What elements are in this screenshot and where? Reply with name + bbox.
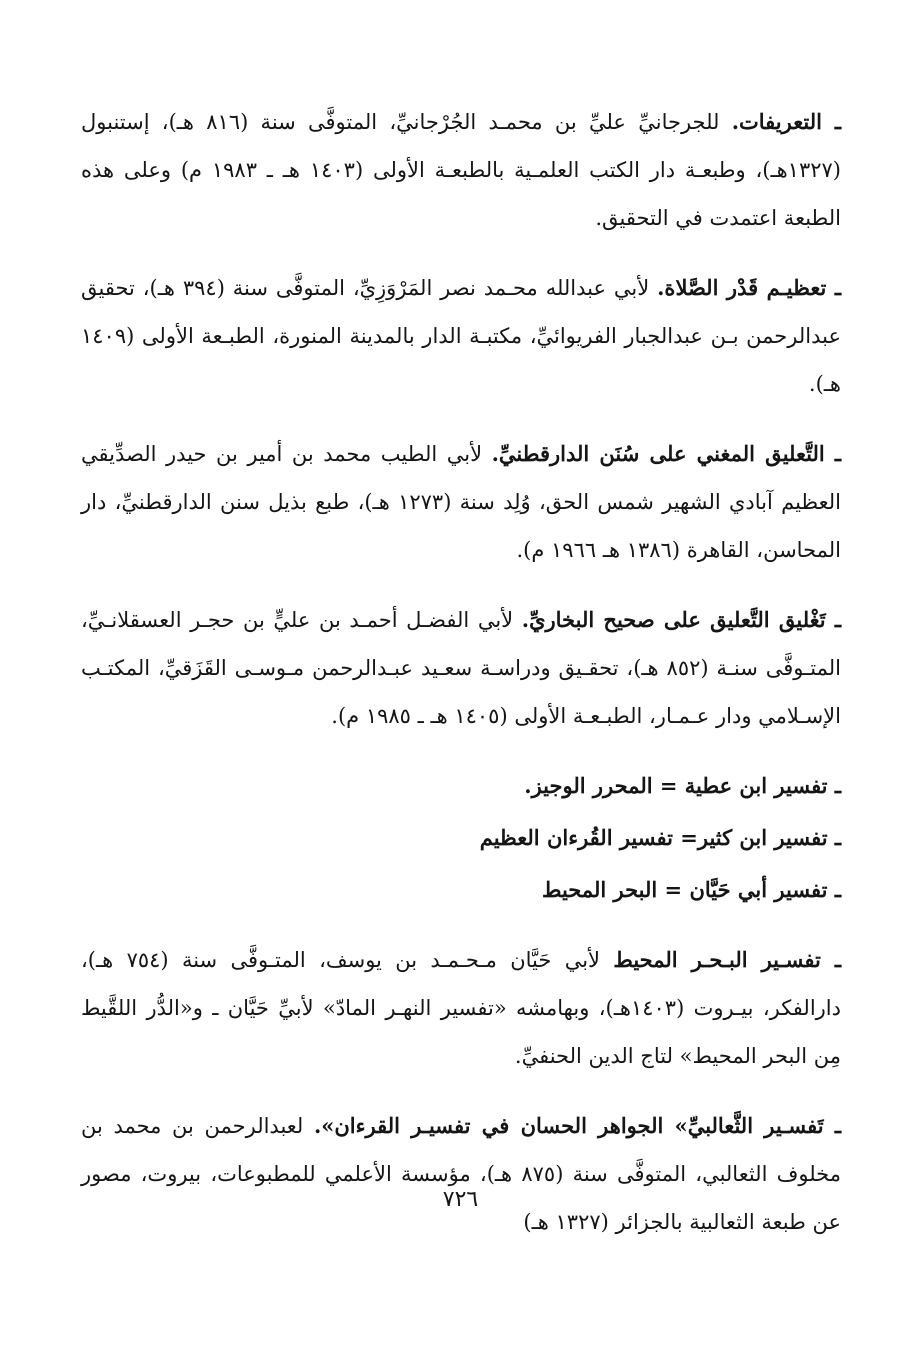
entry-body: لأبي حَيَّان مـحـمـد بن يوسف، المتـوفَّى سنة (٧٥٤ هـ)، دارالفكر، بيـروت (١٤٠٣هـ)، وبهامشه «تفسير النهـر المادّ» لأبيِّ حَيَّان ـ و«الدُّر اللقَّيط مِن البحر المحيط» لتاج الدين الحنفيِّ. bbox=[81, 948, 841, 1068]
entry-title: ـ تَغْليق التَّعليق على صحيح البخاريِّ. bbox=[521, 607, 842, 632]
page-number: ٧٢٦ bbox=[442, 1187, 479, 1212]
entry-title: ـ التَّعليق المغني على سُنَن الدارقطنيِّ. bbox=[491, 441, 842, 466]
bibliography-entry-thaalibi bbox=[81, 1102, 841, 1246]
bibliography-entry-bahr-muhit bbox=[81, 936, 841, 1080]
entry-title: ـ التعريفات. bbox=[731, 109, 841, 134]
entry-body: لأبي الطيب محمد بن أمير بن حيدر الصدِّيقي العظيم آبادي الشهير شمس الحق، وُلِد سنة (١٢٧٣ هـ)، طبع بذيل سنن الدارقطنيِّ، دار المحاسن، القاهرة (١٣٨٦ هـ ١٩٦٦ م). bbox=[81, 442, 841, 562]
entry-title: ـ تفسـير البـحـر المحيط bbox=[613, 947, 841, 972]
bibliography-entry-ibn-atiyya bbox=[81, 762, 841, 810]
entry-title: ـ تفسير ابن عطية = المحرر الوجيز. bbox=[524, 773, 841, 798]
entry-body: للجرجانيِّ عليِّ بن محمـد الجُرْجانيِّ، المتوفَّى سنة (٨١٦ هـ)، إستنبول (١٣٢٧هـ)، وطبعـة دار الكتب العلمـية بالطبعـة الأولى (١٤٠٣ هـ ـ ١٩٨٣ م) وعلى هذه الطبعة اعتمدت في التحقيق. bbox=[81, 110, 841, 230]
entry-title: ـ تعظيـم قَدْر الصَّلاة. bbox=[657, 275, 841, 300]
entry-title: ـ تَفسـير الثَّعالبيِّ» الجواهر الحسان في تفسيـر القرءان». bbox=[313, 1113, 841, 1138]
page-text bbox=[81, 98, 841, 1268]
bibliography-entry-ibn-kathir bbox=[81, 814, 841, 862]
bibliography-entry-definitions bbox=[81, 98, 841, 242]
entry-body: لأبي عبدالله محـمد نصر المَرْوَزِيِّ، المتوفَّى سنة (٣٩٤ هـ)، تحقيق عبدالرحمن بـن عبدالجبار الفريوائيِّ، مكتبـة الدار بالمدينة المنورة، الطبـعة الأولى (١٤٠٩ هـ). bbox=[81, 276, 841, 396]
entry-title: ـ تفسير ابن كثير= تفسير القُرءان العظيم bbox=[479, 825, 841, 850]
bibliography-entry-abu-hayyan bbox=[81, 866, 841, 914]
bibliography-entry-prayer bbox=[81, 264, 841, 408]
bibliography-entry-bukhari bbox=[81, 596, 841, 740]
entry-title: ـ تفسير أبي حَيَّان = البحر المحيط bbox=[542, 877, 841, 902]
entry-body: لعبدالرحمن بن محمد بن مخلوف الثعالبي، المتوفَّى سنة (٨٧٥ هـ)، مؤسسة الأعلمي للمطبوعات، بيروت، مصور عن طبعة الثعالبية بالجزائر (١٣٢٧ هـ) bbox=[81, 1114, 841, 1234]
entry-body: لأبي الفضـل أحمـد بن عليٍّ بن حجـر العسقلانـيِّ، المتـوفَّى سنـة (٨٥٢ هـ)، تحقـيق ودراسـة سعـيد عبـدالرحمن مـوسـى القَزَقيِّ، المكتـب الإسـلامي ودار عـمـار، الطبـعـة الأولى (١٤٠٥ هـ ـ ١٩٨٥ م). bbox=[81, 608, 842, 728]
bibliography-entry-daraqutni bbox=[81, 430, 841, 574]
